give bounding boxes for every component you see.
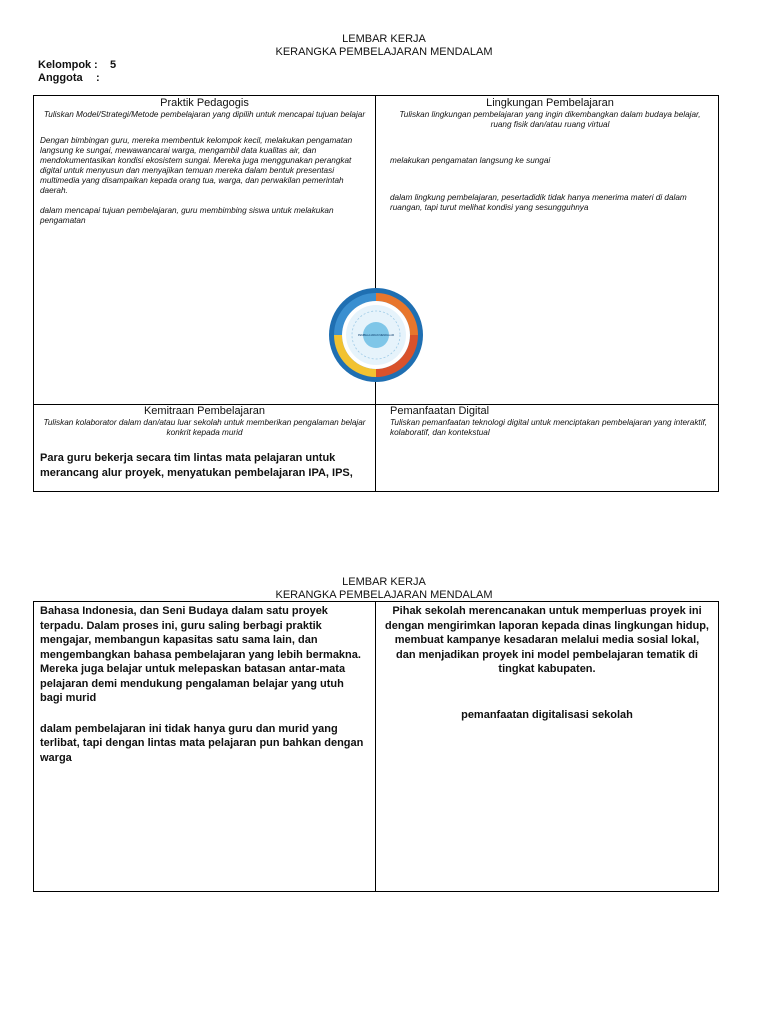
page1-title [0, 33, 768, 59]
lingkungan-heading: Lingkungan Pembelajaran [486, 97, 614, 109]
anggota-row [38, 72, 100, 85]
lingkungan-paragraph-1: melakukan pengamatan langsung ke sungai [390, 156, 551, 165]
anggota-label: Anggota [38, 72, 83, 84]
framework-diagram [328, 287, 424, 383]
cell-praktik-pedagogis [33, 95, 376, 405]
page2-cell-right [375, 601, 719, 892]
praktik-paragraph-2: dalam mencapai tujuan pembelajaran, guru membimbing siswa untuk melakukan pengamatan [40, 206, 334, 225]
digital-heading: Pemanfaatan Digital [390, 405, 490, 417]
page2-title-line1: LEMBAR KERJA [342, 576, 426, 588]
page2-title [0, 576, 768, 602]
kelompok-label: Kelompok [38, 59, 92, 71]
page2-right-paragraph-2: pemanfaatan digitalisasi sekolah [461, 708, 633, 721]
praktik-heading: Praktik Pedagogis [160, 97, 249, 109]
digital-instruction: Tuliskan pemanfaatan teknologi digital untuk menciptakan pembelajaran yang interaktif, kolaboratif, dan kontekstual [390, 418, 708, 437]
kemitraan-text: Para guru bekerja secara tim lintas mata pelajaran untuk merancang alur proyek, menyatukan pembelajaran IPA, IPS, [40, 452, 353, 479]
page2-title-line2: KERANGKA PEMBELAJARAN MENDALAM [275, 589, 493, 601]
diagram-center-label: PEMBELAJARAN MENDALAM [357, 334, 395, 337]
kemitraan-instruction: Tuliskan kolaborator dalam dan/atau luar sekolah untuk memberikan pengalaman belajar konkrit kepada murid [43, 418, 366, 437]
cell-pemanfaatan-digital [375, 404, 719, 492]
cell-kemitraan-pembelajaran [33, 404, 376, 492]
praktik-instruction: Tuliskan Model/Strategi/Metode pembelajaran yang dipilih untuk mencapai tujuan belajar [43, 110, 366, 119]
kelompok-sep: : [94, 59, 98, 71]
page1-title-line2: KERANGKA PEMBELAJARAN MENDALAM [275, 46, 493, 58]
praktik-paragraph-1: Dengan bimbingan guru, mereka membentuk kelompok kecil, melakukan pengamatan langsung ke sungai, mewawancarai warga, mengambil data kualitas air, dan mendokumentasikan kondisi ekosistem sungai. Mereka juga menggunakan perangkat digital untuk menyusun dan menyajikan temuan mereka dalam bentuk presentasi multimedia yang disampaikan kepada orang tua, warga, dan perwakilan pemerintah daerah. [40, 136, 353, 195]
page2-left-paragraph-2: dalam pembelajaran ini tidak hanya guru dan murid yang terlibat, tapi dengan lintas mata pelajaran pun bahkan dengan warga [40, 722, 364, 764]
kemitraan-heading: Kemitraan Pembelajaran [143, 405, 266, 417]
lingkungan-instruction: Tuliskan lingkungan pembelajaran yang ingin dikembangkan dalam budaya belajar, ruang fisik dan/atau ruang virtual [399, 110, 701, 129]
page2-right-paragraph-1: Pihak sekolah merencanakan untuk memperluas proyek ini dengan mengirimkan laporan kepada dinas lingkungan hidup, membuat kampanye kesadaran melalui media sosial lokal, dan menjadikan proyek ini model pembelajaran tematik di tingkat kabupaten. [385, 605, 709, 675]
anggota-sep: : [96, 72, 100, 84]
page2-left-paragraph-1: Bahasa Indonesia, dan Seni Budaya dalam satu proyek terpadu. Dalam proses ini, guru saling berbagi praktik mengajar, membangun kapasitas satu sama lain, dan mengembangkan bahasa pembelajaran yang lebih bermakna. Mereka juga belajar untuk melepaskan batasan antar-mata pelajaran demi mendukung pengalaman belajar yang utuh bagi murid [40, 605, 361, 704]
page1-title-line1: LEMBAR KERJA [342, 33, 426, 45]
lingkungan-paragraph-2: dalam lingkung pembelajaran, pesertadidik tidak hanya menerima materi di dalam ruangan, tapi turut melihat kondisi yang sesungguhnya [390, 193, 687, 212]
kelompok-value: 5 [110, 59, 117, 71]
kelompok-row [38, 59, 116, 72]
page2-cell-left [33, 601, 376, 892]
cell-lingkungan-pembelajaran [375, 95, 719, 405]
